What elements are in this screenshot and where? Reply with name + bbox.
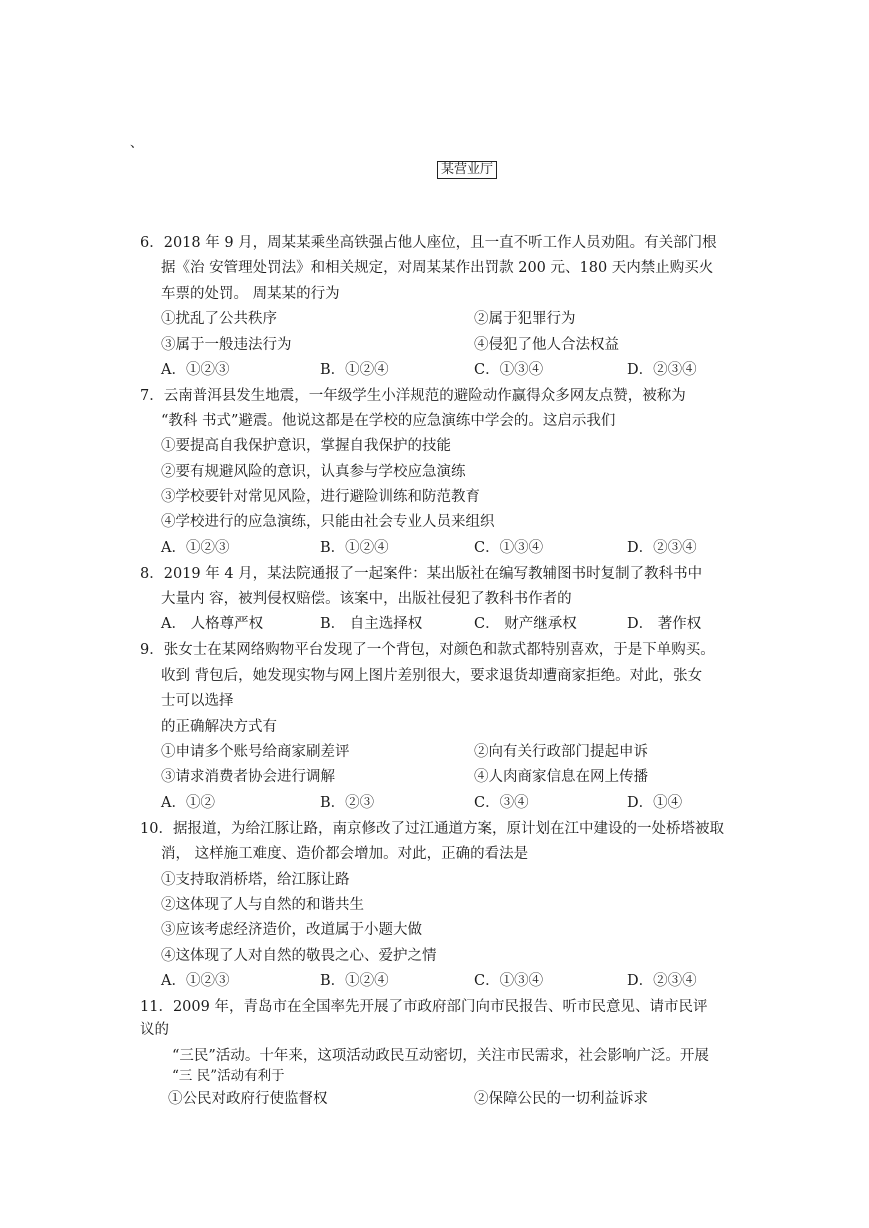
q9-line-3: 士可以选择 — [161, 693, 234, 709]
q9-line-4: 的正确解决方式有 — [161, 719, 277, 735]
q8-line-1: 8．2019 年 4 月，某法院通报了一起案件：某出版社在编写教辅图书时复制了教科书中 — [140, 566, 703, 582]
q7-line-2: “教科 书式”避震。他说这都是在学校的应急演练中学会的。这启示我们 — [161, 413, 616, 429]
q11-line-4: “三 民”活动有利于 — [172, 1068, 285, 1084]
q7-item-3: ③学校要针对常见风险，进行避险训练和防范教育 — [161, 489, 480, 505]
q7-line-1: 7．云南普洱县发生地震，一年级学生小洋规范的避险动作赢得众多网友点赞，被称为 — [140, 388, 686, 404]
q9-line-2: 收到 背包后，她发现实物与网上图片差别很大，要求退货却遭商家拒绝。对此，张女 — [161, 668, 703, 684]
q9-item-4: ④人肉商家信息在网上传播 — [474, 769, 648, 785]
q6-line-1: 6．2018 年 9 月，周某某乘坐高铁强占他人座位，且一直不听工作人员劝阻。有关部门根 — [140, 235, 717, 251]
q10-choice-b: B．①②④ — [320, 973, 389, 989]
q10-choice-d: D．②③④ — [627, 973, 697, 989]
q10-line-2: 消， 这样施工难度、造价都会增加。对此，正确的看法是 — [161, 846, 529, 862]
q10-item-3: ③应该考虑经济造价，改道属于小题大做 — [161, 922, 422, 938]
q10-choice-a: A．①②③ — [161, 973, 230, 989]
q7-choice-c: C．①③④ — [474, 540, 544, 556]
q7-choice-b: B．①②④ — [320, 540, 389, 556]
q6-choice-a: A．①②③ — [161, 362, 230, 378]
q6-item-4: ④侵犯了他人合法权益 — [474, 337, 619, 353]
q11-item-1: ①公民对政府行使监督权 — [168, 1091, 328, 1107]
q11-line-2: 议的 — [140, 1022, 169, 1038]
q11-line-3: “三民”活动。十年来，这项活动政民互动密切，关注市民需求，社会影响广泛。开展 — [172, 1048, 709, 1064]
q10-item-4: ④这体现了人对自然的敬畏之心、爱护之情 — [161, 948, 437, 964]
q9-item-3: ③请求消费者协会进行调解 — [161, 769, 335, 785]
q8-choice-b: B． 自主选择权 — [320, 616, 423, 632]
q9-line-1: 9．张女士在某网络购物平台发现了一个背包，对颜色和款式都特别喜欢，于是下单购买。 — [140, 642, 715, 658]
q9-item-1: ①申请多个账号给商家刷差评 — [161, 744, 350, 760]
q10-item-1: ①支持取消桥塔，给江豚让路 — [161, 872, 350, 888]
q10-choice-c: C．①③④ — [474, 973, 544, 989]
q6-line-2: 据《治 安管理处罚法》和相关规定，对周某某作出罚款 200 元、180 天内禁止购买火 — [161, 260, 714, 276]
q9-choice-a: A．①② — [161, 795, 215, 811]
q11-line-1: 11．2009 年，青岛市在全国率先开展了市政府部门向市民报告、听市民意见、请市民评 — [140, 999, 708, 1015]
q6-item-2: ②属于犯罪行为 — [474, 311, 576, 327]
q8-line-2: 大量内 容，被判侵权赔偿。该案中，出版社侵犯了教科书作者的 — [161, 591, 572, 607]
q9-choice-d: D．①④ — [627, 795, 683, 811]
header-stamp: 某营业厅 — [437, 161, 497, 179]
stray-mark: 、 — [130, 136, 144, 151]
q7-item-2: ②要有规避风险的意识，认真参与学校应急演练 — [161, 464, 466, 480]
q6-choice-b: B．①②④ — [320, 362, 389, 378]
q10-line-1: 10．据报道，为给江豚让路，南京修改了过江通道方案，原计划在江中建设的一处桥塔被取 — [140, 821, 724, 837]
q6-item-3: ③属于一般违法行为 — [161, 337, 292, 353]
q7-item-1: ①要提高自我保护意识，掌握自我保护的技能 — [161, 438, 451, 454]
q7-choice-d: D．②③④ — [627, 540, 697, 556]
q11-item-2: ②保障公民的一切利益诉求 — [474, 1091, 648, 1107]
q7-item-4: ④学校进行的应急演练，只能由社会专业人员来组织 — [161, 514, 495, 530]
q6-line-3: 车票的处罚。 周某某的行为 — [161, 286, 340, 302]
q9-choice-c: C．③④ — [474, 795, 529, 811]
q8-choice-c: C． 财产继承权 — [474, 616, 577, 632]
q9-item-2: ②向有关行政部门提起申诉 — [474, 744, 648, 760]
q8-choice-a: A． 人格尊严权 — [161, 616, 264, 632]
q6-item-1: ①扰乱了公共秩序 — [161, 311, 277, 327]
q6-choice-d: D．②③④ — [627, 362, 697, 378]
q9-choice-b: B．②③ — [320, 795, 375, 811]
q10-item-2: ②这体现了人与自然的和谐共生 — [161, 897, 364, 913]
q8-choice-d: D． 著作权 — [627, 616, 702, 632]
q6-choice-c: C．①③④ — [474, 362, 544, 378]
q7-choice-a: A．①②③ — [161, 540, 230, 556]
